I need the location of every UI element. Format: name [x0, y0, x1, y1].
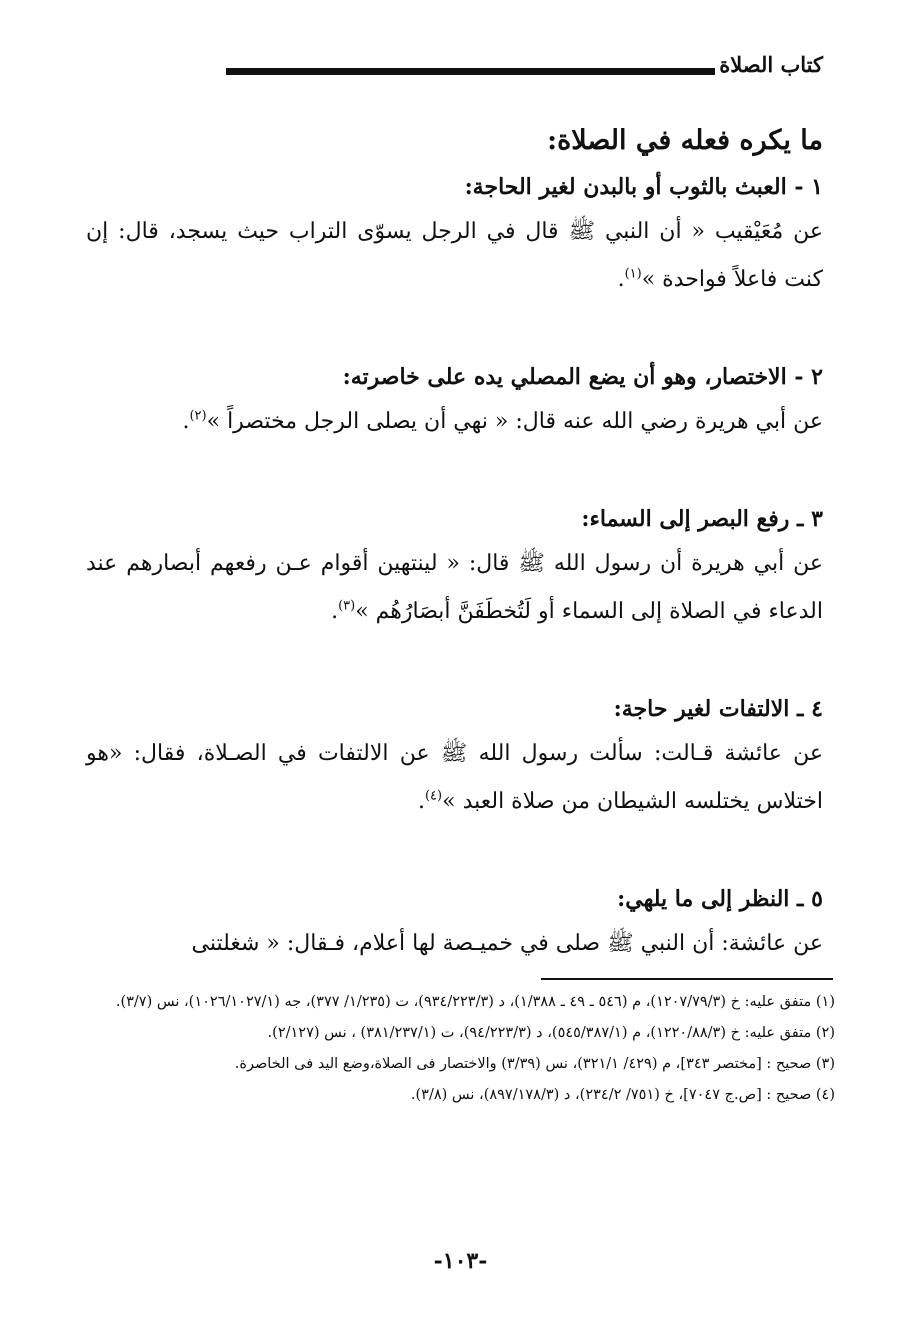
footnote: (٣) صحيح : [مختصر ٣٤٣]، م (٤٢٩/ ٣٢١/١)، نس (٣/٣٩) والاختصار فى الصلاة،وضع اليد فى الخاصرة.	[234, 1056, 835, 1072]
footnote: (٤) صحيح : [ص.ج ٧٠٤٧]، خ (٧٥١/ ٢٣٤/٢)، د (٨٩٧/١٧٨/٣)، نس (٣/٨).	[410, 1087, 835, 1103]
header-rule	[226, 68, 715, 75]
header-title: كتاب الصلاة	[719, 52, 823, 77]
section	[86, 166, 823, 304]
section-body: عن مُعَيْقيب « أن النبي ﷺ قال في الرجل يسوّى التراب حيث يسجد، قال: إن كنت فاعلاً فواحدة »$^{(١)}$.	[86, 219, 824, 292]
section-title: ٥ ـ النظر إلى ما يلهي:	[617, 886, 823, 912]
footnote-ref: (٣)	[338, 598, 356, 614]
hadith-text: عن عائشة: أن النبي ﷺ صلى في خميـصة لها أعلام، فـقال: « شغلتنى	[191, 931, 823, 956]
main-text	[86, 118, 823, 1020]
section-title: ٤ ـ الالتفات لغير حاجة:	[613, 696, 823, 722]
footnote: (١) متفق عليه: خ (١٢٠٧/٧٩/٣)، م (٥٤٦ ـ ٤٩ ـ ١/٣٨٨)، د (٩٣٤/٢٢٣/٣)، ت (١/٢٣٥/ ٣٧٧)، جه (١٠٢٦/١٠٢٧/١)، نس (٣/٧).	[115, 994, 835, 1010]
section	[86, 356, 823, 446]
running-header	[226, 52, 823, 88]
footnote-ref: (٤)	[424, 788, 443, 804]
page-number: -١٠٣-	[433, 1248, 488, 1274]
chapter-heading: ما يكره فعله في الصلاة:	[547, 125, 823, 156]
section-body: عن أبي هريرة رضي الله عنه قال: « نهي أن يصلى الرجل مختصراً »$^{(٢)}$.	[182, 408, 823, 434]
hadith-text: عن أبي هريرة أن رسول الله ﷺ قال: « لينتهين أقوام عـن رفعهم أبصارهم عند الدعاء في الصلاة إلى السماء أو لَتُخطَفَنَّ أبصَارُهُم »	[86, 551, 823, 624]
section-title: ٢ - الاختصار، وهو أن يضع المصلي يده على خاصرته:	[342, 364, 823, 390]
section	[86, 688, 823, 826]
section-title: ٣ ـ رفع البصر إلى السماء:	[581, 506, 823, 532]
section-body: عن عائشة قـالت: سألت رسول الله ﷺ عن الالتفات في الصـلاة، فقال: «هو اختلاس يختلسه الشيطان من صلاة العبد »$^{(٤)}$.	[86, 741, 823, 814]
footnote-separator	[541, 978, 833, 980]
footnote: (٢) متفق عليه: خ (١٢٢٠/٨٨/٣)، م (٥٤٥/٣٨٧/١)، د (٩٤/٢٢٣/٣)، ت (٣٨١/٢٣٧/١) ، نس (٢/١٢٧).	[267, 1025, 835, 1041]
section	[86, 498, 823, 636]
section-body	[86, 920, 823, 968]
footnote-ref: (١)	[624, 266, 642, 282]
hadith-text: عن أبي هريرة رضي الله عنه قال: « نهي أن يصلى الرجل مختصراً »	[206, 409, 823, 434]
hadith-text: عن مُعَيْقيب « أن النبي ﷺ قال في الرجل يسوّى التراب حيث يسجد، قال: إن كنت فاعلاً فواحدة »	[86, 219, 824, 292]
footnote-ref: (٢)	[189, 408, 207, 424]
section-body: عن أبي هريرة أن رسول الله ﷺ قال: « لينتهين أقوام عـن رفعهم أبصارهم عند الدعاء في الصلاة إلى السماء أو لَتُخطَفَنَّ أبصَارُهُم »$^{(٣)}$.	[86, 551, 823, 624]
hadith-text: عن عائشة قـالت: سألت رسول الله ﷺ عن الالتفات في الصـلاة، فقال: «هو اختلاس يختلسه الشيطان من صلاة العبد »	[86, 741, 823, 814]
section	[86, 878, 823, 968]
footnotes	[86, 988, 835, 1112]
section-title: ١ - العبث بالثوب أو بالبدن لغير الحاجة:	[464, 174, 823, 200]
